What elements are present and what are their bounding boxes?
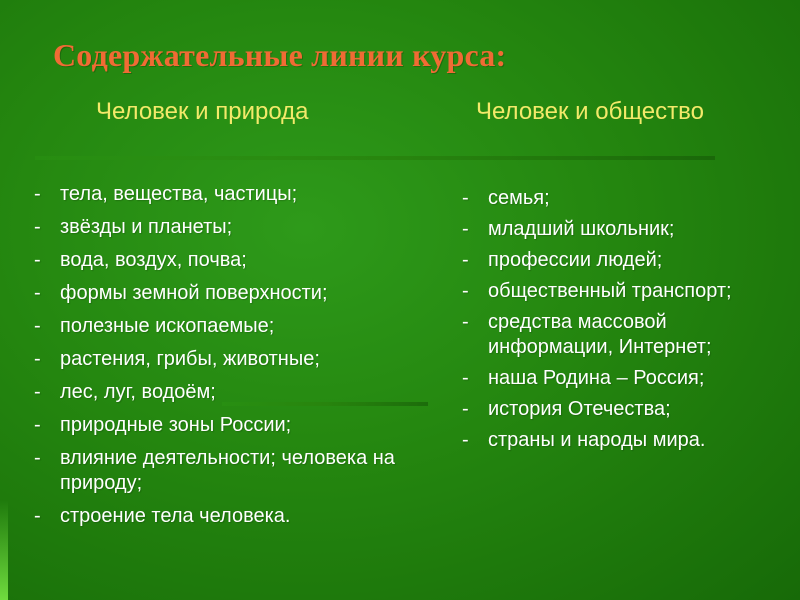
slide-title: Содержательные линии курса:: [53, 37, 507, 74]
left-topic-item: [34, 248, 424, 273]
left-topic-item: [34, 347, 424, 372]
left-column-heading: Человек и природа: [96, 98, 309, 125]
topic-text: полезные ископаемые;: [60, 315, 275, 337]
topic-text: природные зоны России;: [60, 414, 292, 436]
bullet-dash: -: [462, 429, 469, 451]
bullet-dash: -: [462, 367, 469, 389]
topic-text: растения, грибы, животные;: [60, 348, 320, 370]
right-column-heading: Человек и общество: [476, 98, 704, 125]
bullet-dash: -: [462, 249, 469, 271]
bullet-dash: -: [34, 505, 41, 527]
bullet-dash: -: [34, 414, 41, 436]
bullet-dash: -: [462, 398, 469, 420]
left-topic-item: [34, 413, 424, 438]
bullet-dash: -: [462, 280, 469, 302]
topic-text: звёзды и планеты;: [60, 216, 233, 238]
bullet-dash: -: [34, 381, 41, 403]
bullet-dash: -: [34, 183, 41, 205]
right-topic-item: [462, 397, 794, 422]
bullet-dash: -: [34, 282, 41, 304]
topic-text: семья;: [488, 187, 550, 209]
topic-text: средства массовой информации, Интернет;: [488, 311, 712, 358]
left-topic-item: [34, 380, 424, 405]
right-topic-item: [462, 186, 794, 211]
bullet-dash: -: [34, 447, 41, 469]
left-topic-item: [34, 314, 424, 339]
top-accent-line: [35, 156, 715, 160]
right-topic-item: [462, 248, 794, 273]
topic-text: история Отечества;: [488, 398, 671, 420]
right-topic-item: [462, 428, 794, 453]
right-topic-item: [462, 217, 794, 242]
bullet-dash: -: [462, 311, 469, 333]
bullet-dash: -: [34, 315, 41, 337]
bullet-dash: -: [34, 216, 41, 238]
bullet-dash: -: [34, 348, 41, 370]
topic-text: страны и народы мира.: [488, 429, 706, 451]
left-edge-highlight: [0, 500, 8, 600]
topic-text: наша Родина – Россия;: [488, 367, 705, 389]
left-topic-item: [34, 504, 424, 529]
left-topic-list: [34, 182, 424, 537]
right-topic-item: [462, 366, 794, 391]
topic-text: формы земной поверхности;: [60, 282, 328, 304]
topic-text: младший школьник;: [488, 218, 675, 240]
topic-text: вода, воздух, почва;: [60, 249, 247, 271]
right-topic-list: [462, 186, 794, 459]
right-topic-item: [462, 310, 794, 360]
left-topic-item: [34, 182, 424, 207]
topic-text: профессии людей;: [488, 249, 663, 271]
topic-text: общественный транспорт;: [488, 280, 732, 302]
topic-text: влияние деятельности; человека на природу;: [60, 447, 395, 494]
bullet-dash: -: [34, 249, 41, 271]
left-topic-item: [34, 281, 424, 306]
bullet-dash: -: [462, 187, 469, 209]
topic-text: лес, луг, водоём;: [60, 381, 216, 403]
right-topic-item: [462, 279, 794, 304]
topic-text: тела, вещества, частицы;: [60, 183, 298, 205]
left-topic-item: [34, 446, 424, 496]
bullet-dash: -: [462, 218, 469, 240]
left-topic-item: [34, 215, 424, 240]
topic-text: строение тела человека.: [60, 505, 291, 527]
